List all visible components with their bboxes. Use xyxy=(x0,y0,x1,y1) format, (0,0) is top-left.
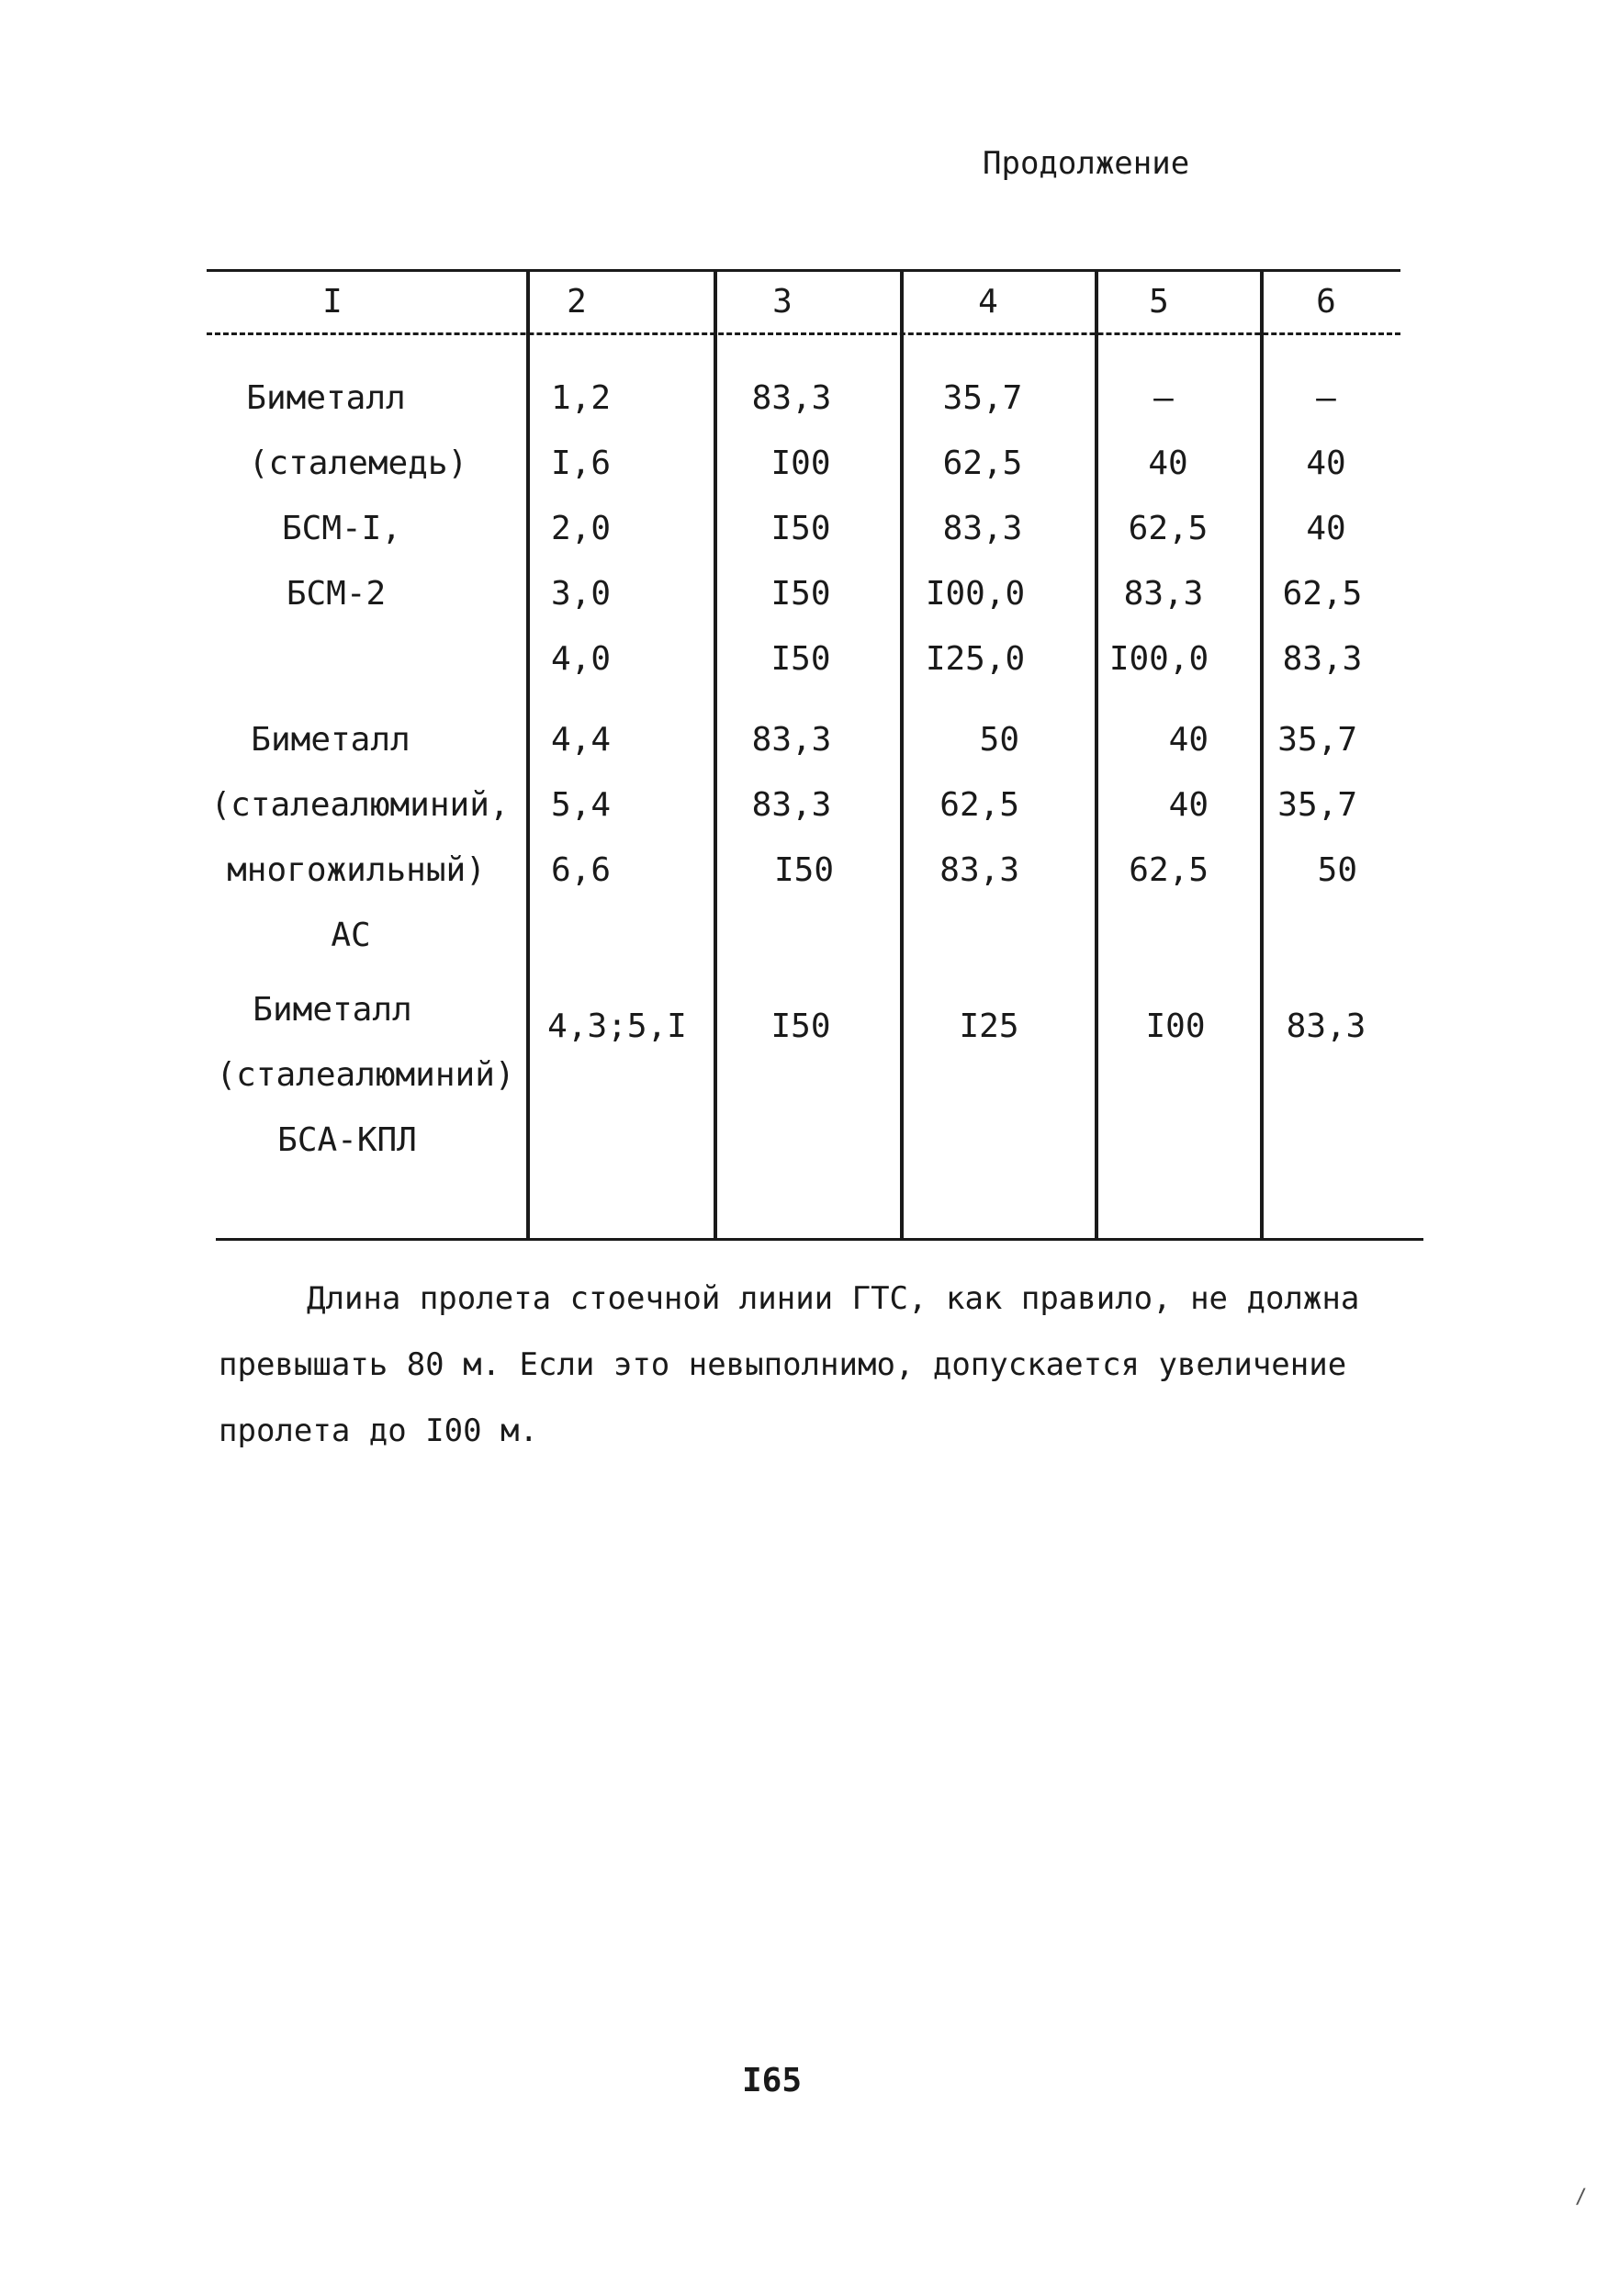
row-label: Биметалл xyxy=(251,721,410,759)
table-cell: 83,3 xyxy=(751,379,832,417)
column-divider xyxy=(526,269,530,1240)
table-cell: 2,0 xyxy=(551,510,612,547)
table-cell: 40 xyxy=(1168,721,1209,759)
table-cell: 83,3 xyxy=(1282,640,1363,678)
table-cell: 4,3;5,I xyxy=(547,1007,687,1045)
table-cell: 83,3 xyxy=(942,510,1023,547)
table-top-rule xyxy=(207,269,1400,272)
table-cell: 62,5 xyxy=(942,445,1023,482)
continuation-caption: Продолжение xyxy=(983,145,1190,182)
table-cell: I00,0 xyxy=(925,575,1026,613)
row-label: (сталеалюминий, xyxy=(210,786,510,824)
table-cell: 40 xyxy=(1168,786,1209,824)
row-label: БСМ-2 xyxy=(286,575,387,613)
table-cell: I50 xyxy=(770,1007,831,1045)
table-header-cell: 3 xyxy=(772,283,793,321)
table-header-rule xyxy=(207,332,1400,335)
table-cell: 50 xyxy=(979,721,1019,759)
table-cell: 50 xyxy=(1317,851,1357,889)
row-label: многожильный) xyxy=(227,851,486,889)
corner-mark: / xyxy=(1575,2186,1588,2209)
table-header-cell: I xyxy=(322,283,343,321)
table-cell: I50 xyxy=(770,640,831,678)
table-cell: 83,3 xyxy=(751,721,832,759)
column-divider xyxy=(714,269,717,1240)
table-cell: 40 xyxy=(1306,445,1346,482)
table-header-cell: 4 xyxy=(978,283,998,321)
table-header-cell: 6 xyxy=(1316,283,1336,321)
table-cell: 62,5 xyxy=(1128,510,1209,547)
table-cell: 83,3 xyxy=(1286,1007,1366,1045)
table-cell: 1,2 xyxy=(551,379,612,417)
row-label: Биметалл xyxy=(246,379,406,417)
table-cell: I50 xyxy=(770,575,831,613)
body-paragraph: Длина пролета стоечной линии ГТС, как правило, не должна превышать 80 м. Если это невыполнимо, допускается увеличение пролета до I00 м. xyxy=(219,1280,1360,1449)
table-cell: 35,7 xyxy=(1277,786,1357,824)
page-number: I65 xyxy=(742,2062,803,2099)
table-cell: I50 xyxy=(773,851,834,889)
table-cell: 83,3 xyxy=(939,851,1019,889)
table-cell: 4,4 xyxy=(551,721,612,759)
row-label: Биметалл xyxy=(253,991,412,1029)
table-bottom-rule xyxy=(216,1238,1423,1241)
table-cell: 62,5 xyxy=(1129,851,1209,889)
row-label: (сталеалюминий) xyxy=(216,1056,515,1094)
table-cell: I25,0 xyxy=(925,640,1026,678)
table-cell: 83,3 xyxy=(1123,575,1204,613)
table-header-cell: 2 xyxy=(567,283,587,321)
table-cell: 40 xyxy=(1306,510,1346,547)
table-cell: 62,5 xyxy=(1282,575,1363,613)
table-cell: 5,4 xyxy=(551,786,612,824)
table-cell: – xyxy=(1153,379,1174,417)
table-header-cell: 5 xyxy=(1149,283,1169,321)
table-cell: I00 xyxy=(770,445,831,482)
row-label: АС xyxy=(331,917,371,954)
row-label: (сталемедь) xyxy=(248,445,468,482)
row-label: БСМ-I, xyxy=(281,510,402,547)
table-cell: I,6 xyxy=(551,445,612,482)
table-cell: 4,0 xyxy=(551,640,612,678)
table-cell: 6,6 xyxy=(551,851,612,889)
table-cell: I25 xyxy=(959,1007,1019,1045)
row-label: БСА-КПЛ xyxy=(277,1121,417,1159)
table-cell: I00 xyxy=(1145,1007,1206,1045)
column-divider xyxy=(1095,269,1098,1240)
column-divider xyxy=(900,269,904,1240)
table-cell: 40 xyxy=(1148,445,1188,482)
column-divider xyxy=(1260,269,1264,1240)
table-cell: 35,7 xyxy=(942,379,1023,417)
table-cell: I00,0 xyxy=(1108,640,1209,678)
table-cell: 83,3 xyxy=(751,786,832,824)
table-cell: I50 xyxy=(770,510,831,547)
table-cell: 62,5 xyxy=(939,786,1019,824)
table-cell: 3,0 xyxy=(551,575,612,613)
table-cell: – xyxy=(1316,379,1336,417)
table-cell: 35,7 xyxy=(1277,721,1357,759)
